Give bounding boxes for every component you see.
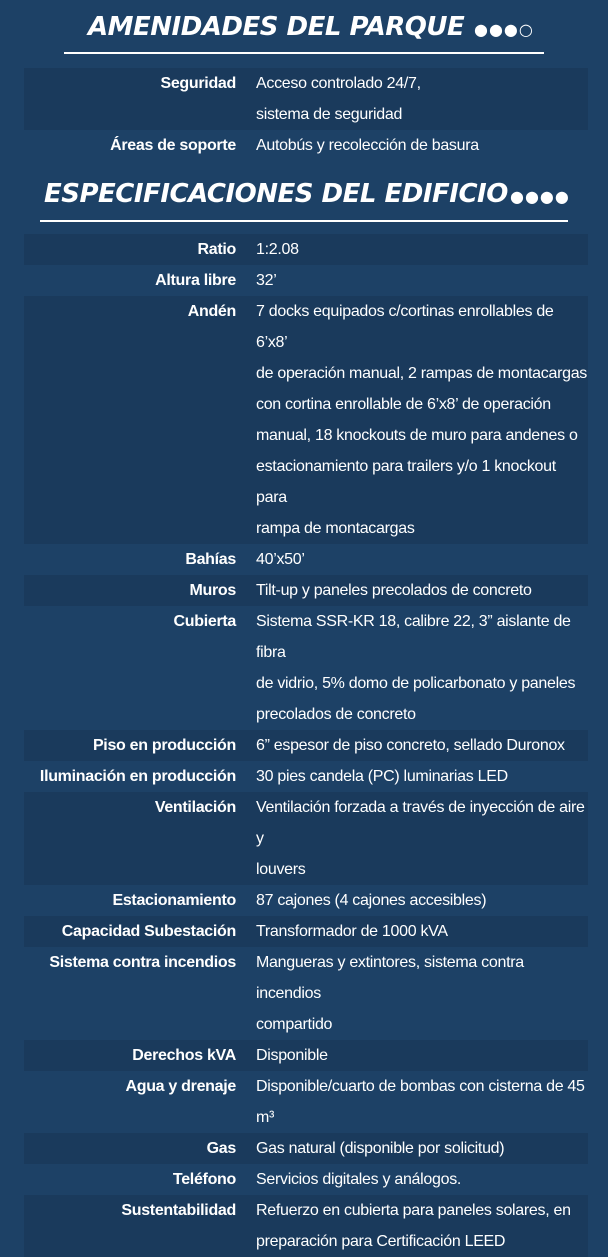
row-value: [252, 234, 588, 265]
row-value-line: compartido: [256, 1016, 333, 1033]
row-label: Sustentabilidad: [121, 1202, 236, 1219]
row-label: Sistema contra incendios: [49, 954, 236, 971]
row-label: Ventilación: [154, 799, 236, 816]
table-row: [24, 68, 588, 130]
table-row: [24, 606, 588, 730]
row-value-line: precolados de concreto: [256, 706, 416, 723]
row-value-line: estacionamiento para trailers y/o 1 knockout para: [256, 458, 556, 506]
amenities-table: [24, 68, 588, 161]
row-value-line: con cortina enrollable de 6’x8’ de operación: [256, 396, 551, 413]
table-row: [24, 265, 588, 296]
row-label: Cubierta: [173, 613, 236, 630]
row-value: [252, 730, 588, 761]
row-value: [252, 792, 588, 885]
row-value-line: 30 pies candela (PC) luminarias LED: [256, 768, 508, 785]
table-row: [24, 792, 588, 885]
row-label: Ratio: [197, 241, 236, 258]
row-value: [252, 296, 588, 544]
row-label: Iluminación en producción: [39, 768, 236, 785]
row-value: [252, 761, 588, 792]
row-value: [252, 68, 588, 130]
row-value-line: de operación manual, 2 rampas de montacargas: [256, 365, 588, 382]
row-value-line: Gas natural (disponible por solicitud): [256, 1140, 505, 1157]
row-label: Capacidad Subestación: [61, 923, 236, 940]
row-value-line: 1:2.08: [256, 241, 299, 258]
row-label: Estacionamiento: [112, 892, 236, 909]
row-value: [252, 575, 588, 606]
row-value-line: preparación para Certificación LEED: [256, 1233, 506, 1250]
specs-table: [24, 234, 588, 1257]
table-row: [24, 1040, 588, 1071]
specs-dots: ●●●●: [510, 187, 570, 206]
row-label: Áreas de soporte: [110, 137, 236, 154]
amenities-title-rule: [64, 52, 544, 54]
table-row: [24, 575, 588, 606]
row-value-line: Disponible: [256, 1047, 328, 1064]
row-value: [252, 1040, 588, 1071]
row-value-line: de vidrio, 5% domo de policarbonato y paneles: [256, 675, 576, 692]
row-value: [252, 544, 588, 575]
row-value-line: Transformador de 1000 kVA: [256, 923, 448, 940]
row-value-line: 40’x50’: [256, 551, 305, 568]
row-label: Gas: [206, 1140, 236, 1157]
row-value: [252, 1071, 588, 1133]
row-label: Piso en producción: [92, 737, 236, 754]
row-value-line: 32’: [256, 272, 277, 289]
row-value-line: manual, 18 knockouts de muro para andenes o: [256, 427, 578, 444]
row-value: [252, 947, 588, 1040]
row-label: Andén: [187, 303, 236, 320]
row-value-line: 7 docks equipados c/cortinas enrollables de 6’x8’: [256, 303, 554, 351]
row-value-line: Servicios digitales y análogos.: [256, 1171, 462, 1188]
row-label: Derechos kVA: [132, 1047, 236, 1064]
table-row: [24, 1133, 588, 1164]
row-value-line: sistema de seguridad: [256, 106, 403, 123]
row-label: Seguridad: [160, 75, 236, 92]
row-label: Muros: [189, 582, 236, 599]
amenities-title: AMENIDADES DEL PARQUE: [88, 12, 465, 42]
table-row: [24, 130, 588, 161]
amenities-dots: ●●●○: [474, 20, 534, 39]
table-row: [24, 1195, 588, 1257]
row-value: [252, 1133, 588, 1164]
row-value: [252, 1164, 588, 1195]
table-row: [24, 1071, 588, 1133]
table-row: [24, 234, 588, 265]
table-row: [24, 730, 588, 761]
row-value-line: Tilt-up y paneles precolados de concreto: [256, 582, 532, 599]
table-row: [24, 544, 588, 575]
row-label: Altura libre: [155, 272, 236, 289]
row-label: Bahías: [185, 551, 236, 568]
row-value: [252, 606, 588, 730]
row-value-line: Refuerzo en cubierta para paneles solares, en: [256, 1202, 571, 1219]
table-row: [24, 761, 588, 792]
row-value: [252, 916, 588, 947]
row-value-line: Acceso controlado 24/7,: [256, 75, 421, 92]
row-value-line: rampa de montacargas: [256, 520, 415, 537]
row-value-line: Mangueras y extintores, sistema contra incendios: [256, 954, 524, 1002]
specs-title: ESPECIFICACIONES DEL EDIFICIO: [44, 179, 508, 209]
row-value: [252, 130, 588, 161]
row-value: [252, 1195, 588, 1257]
row-value-line: louvers: [256, 861, 306, 878]
table-row: [24, 947, 588, 1040]
row-label: Agua y drenaje: [125, 1078, 236, 1095]
row-value-line: Disponible/cuarto de bombas con cisterna de 45 m³: [256, 1078, 585, 1126]
table-row: [24, 885, 588, 916]
row-value-line: Autobús y recolección de basura: [256, 137, 479, 154]
table-row: [24, 916, 588, 947]
table-row: [24, 1164, 588, 1195]
row-value-line: Sistema SSR-KR 18, calibre 22, 3” aislante de fibra: [256, 613, 571, 661]
specs-title-rule: [40, 220, 568, 222]
row-value: [252, 265, 588, 296]
row-value-line: Ventilación forzada a través de inyección de aire y: [256, 799, 585, 847]
row-value: [252, 885, 588, 916]
row-value-line: 87 cajones (4 cajones accesibles): [256, 892, 487, 909]
row-value-line: 6” espesor de piso concreto, sellado Duronox: [256, 737, 565, 754]
table-row: [24, 296, 588, 544]
row-label: Teléfono: [172, 1171, 236, 1188]
